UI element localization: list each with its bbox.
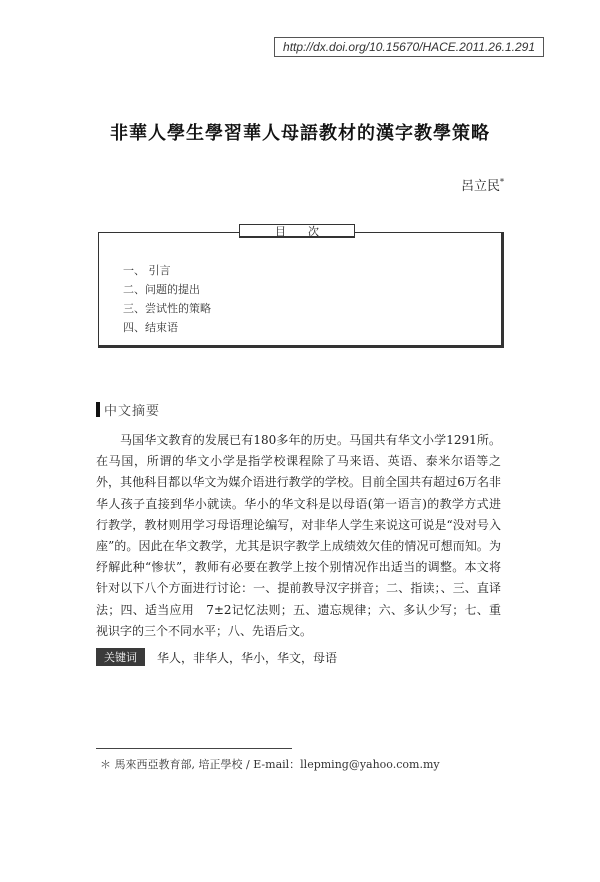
- toc-item: 二、问题的提出: [123, 283, 200, 296]
- doi-link[interactable]: http://dx.doi.org/10.15670/HACE.2011.26.1.291: [274, 37, 544, 57]
- author: [461, 175, 504, 194]
- abstract-heading: [96, 400, 160, 419]
- author-name: 呂立民: [460, 179, 500, 194]
- heading-bar-marker: [96, 402, 100, 417]
- toc-item: 一、 引言: [123, 264, 171, 277]
- toc-item: 四、结束语: [123, 321, 178, 334]
- keywords-text: 华人，非华人，华小，华文，母语: [157, 650, 338, 665]
- toc-heading: 目次: [239, 224, 355, 238]
- abstract-body: [96, 430, 501, 642]
- table-of-contents: [98, 225, 504, 348]
- author-footnote-mark: *: [500, 177, 504, 187]
- footnote-divider: [96, 748, 292, 749]
- keywords-label: 关键词: [96, 648, 145, 666]
- footnote: ＊ 馬來西亞教育部, 培正學校 / E-mail：llepming@yahoo.com.my: [100, 758, 440, 771]
- toc-item: 三、尝试性的策略: [123, 302, 211, 315]
- toc-list: [123, 261, 211, 337]
- abstract-heading-label: 中文摘要: [104, 404, 161, 419]
- abstract-paragraph: 马国华文教育的发展已有180多年的历史。马国共有华文小学1291所。在马国，所谓的华文小学是指学校课程除了马来语、英语、泰米尔语等之外，其他科目都以华文为媒介语进行教学的学校。目前全国共有超过6万名非华人孩子直接到华小就读。华小的华文科是以母语(第一语言)的教学方式进行教学，教材则用学习母语理论编写，对非华人学生来说这可说是“没对号入座”的。因此在华文教学，尤其是识字教学上成绩效欠佳的情况可想而知。为纾解此种“惨状”，教师有必要在教学上按个别情况作出适当的调整。本文将针对以下八个方面进行讨论：一、提前教导汉字拼音；二、指读；、三、直译法；四、适当应用 7±2记忆法则；五、遗忘规律；六、多认少写；七、重视识字的三个不同水平；八、先语后文。: [96, 433, 501, 638]
- paper-title: 非華人學生學習華人母語教材的漢字教學策略: [110, 123, 490, 144]
- keywords: [96, 648, 337, 666]
